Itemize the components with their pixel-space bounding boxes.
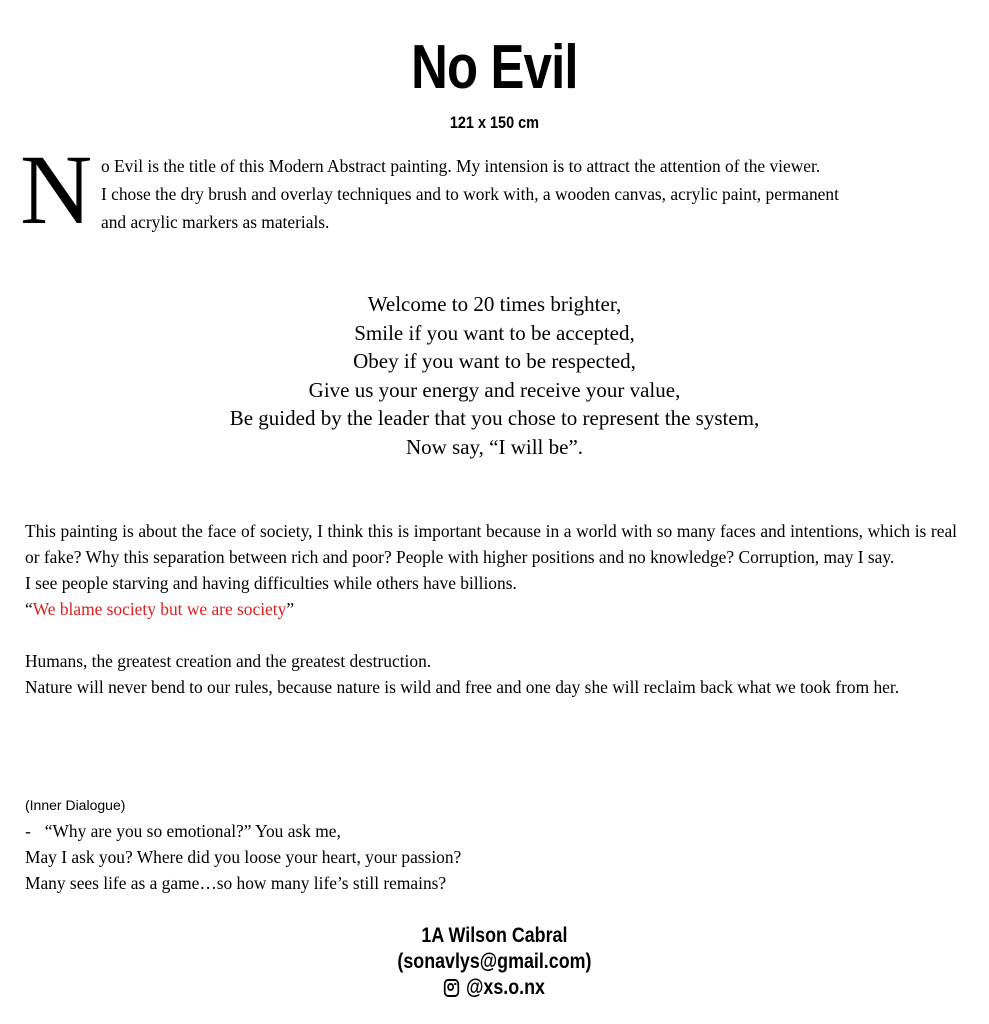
- instagram-line: [74, 975, 915, 1001]
- author-email: (sonavlys@gmail.com): [397, 950, 592, 973]
- dialogue-question: “Why are you so emotional?” You ask me,: [44, 821, 341, 841]
- dialogue-dash: -: [25, 821, 31, 841]
- poem: [0, 290, 989, 462]
- poem-line: Be guided by the leader that you chose to represent the system,: [229, 406, 760, 431]
- instagram-icon: [444, 979, 459, 997]
- body-text: [25, 518, 957, 700]
- body-paragraph: Nature will never bend to our rules, because nature is wild and free and one day she will reclaim back what we took from her.: [25, 677, 900, 697]
- dialogue-line: May I ask you? Where did you loose your heart, your passion?: [25, 847, 462, 867]
- poem-line: Now say, “I will be”.: [405, 434, 584, 459]
- highlighted-quote: We blame society but we are society: [32, 599, 287, 619]
- poem-line: Smile if you want to be accepted,: [354, 320, 635, 345]
- intro-line: and acrylic markers as materials.: [101, 212, 330, 232]
- body-paragraph: I see people starving and having difficulties while others have billions.: [25, 573, 517, 593]
- author-name: 1A Wilson Cabral: [421, 924, 568, 947]
- paragraph-gap: [25, 622, 957, 648]
- quote-close-mark: ”: [286, 599, 295, 619]
- credits: [0, 923, 989, 1001]
- dialogue-line: Many sees life as a game…so how many life’s still remains?: [25, 873, 447, 893]
- poem-line: Welcome to 20 times brighter,: [367, 292, 622, 316]
- drop-cap: N: [20, 134, 93, 245]
- intro-paragraph: [101, 152, 961, 236]
- dialogue-line: [25, 818, 957, 844]
- body-paragraph: Humans, the greatest creation and the greatest destruction.: [25, 651, 432, 671]
- inner-dialogue: [25, 818, 957, 896]
- intro-line: I chose the dry brush and overlay techniques and to work with, a wooden canvas, acrylic paint, permanent: [101, 184, 839, 204]
- artwork-dimensions: 121 x 150 cm: [449, 113, 540, 132]
- poem-line: Obey if you want to be respected,: [353, 349, 636, 374]
- intro-line: o Evil is the title of this Modern Abstract painting. My intension is to attract the attention of the viewer.: [101, 156, 821, 176]
- inner-dialogue-label: (Inner Dialogue): [25, 797, 126, 813]
- poem-line: Give us your energy and receive your value,: [308, 377, 681, 402]
- body-paragraph: This painting is about the face of society, I think this is important because in a world with so many faces and intentions, which is real or fake? Why this separation between rich and poor? People with higher positions and no knowledge? Corruption, may I say.: [25, 521, 957, 567]
- page-title: No Evil: [411, 33, 578, 102]
- instagram-handle: @xs.o.nx: [466, 976, 545, 999]
- quote-open-mark: “: [25, 599, 33, 619]
- quote-line: [25, 596, 957, 622]
